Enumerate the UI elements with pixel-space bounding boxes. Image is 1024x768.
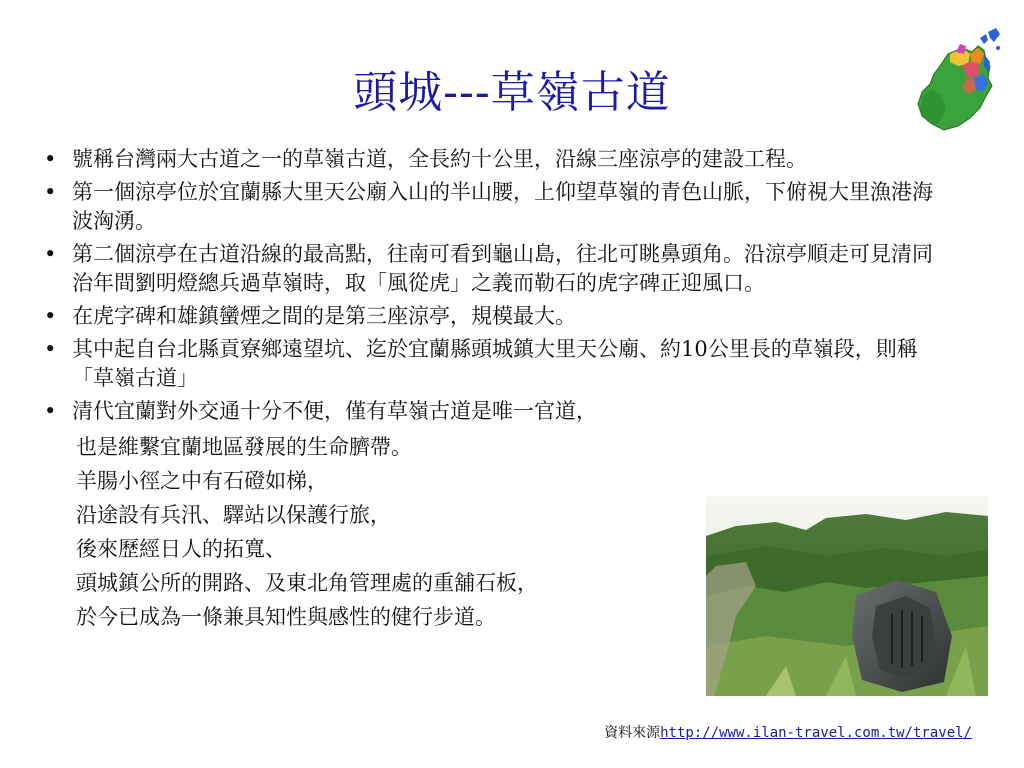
- bullet-marker: •: [44, 399, 57, 423]
- source-link[interactable]: http://www.ilan-travel.com.tw/travel/: [660, 725, 972, 741]
- trail-stele-photo: [706, 496, 988, 696]
- continuation-line-6: 於今已成為一條兼具知性與感性的健行步道。: [76, 605, 496, 629]
- bullet-text: 在虎字碑和雄鎮蠻煙之間的是第三座涼亭，規模最大。: [72, 304, 576, 328]
- bullet-item-6: [42, 397, 942, 426]
- bullet-item-2: [42, 178, 942, 236]
- bullet-item-3: [42, 240, 942, 298]
- taiwan-map-icon: [914, 26, 1002, 132]
- continuation-line-4: 後來歷經日人的拓寬、: [76, 537, 286, 561]
- bullet-marker: •: [44, 242, 57, 266]
- source-label: 資料來源: [604, 725, 661, 741]
- continuation-line-1: 也是維繫宜蘭地區發展的生命臍帶。: [76, 435, 412, 459]
- bullet-text: 第二個涼亭在古道沿線的最高點，往南可看到龜山島，往北可眺鼻頭角。沿涼亭順走可見清同治年間劉明燈總兵過草嶺時，取「風從虎」之義而勒石的虎字碑正迎風口。: [72, 242, 933, 295]
- bullet-marker: •: [44, 147, 57, 171]
- bullet-text: 清代宜蘭對外交通十分不便，僅有草嶺古道是唯一官道，: [72, 399, 597, 423]
- bullet-item-5: [42, 335, 942, 393]
- bullet-marker: •: [44, 180, 57, 204]
- bullet-item-1: [42, 145, 942, 174]
- bullet-text: 號稱台灣兩大古道之一的草嶺古道，全長約十公里，沿線三座涼亭的建設工程。: [72, 147, 807, 171]
- bullet-text: 第一個涼亭位於宜蘭縣大里天公廟入山的半山腰，上仰望草嶺的青色山脈，下俯視大里漁港海波洶湧。: [72, 180, 933, 233]
- continuation-line-2: 羊腸小徑之中有石磴如梯，: [76, 469, 328, 493]
- bullet-text: 其中起自台北縣貢寮鄉遠望坑、迄於宜蘭縣頭城鎮大里天公廟、約10公里長的草嶺段，則稱「草嶺古道」: [72, 337, 918, 390]
- slide-title: 頭城---草嶺古道: [353, 67, 671, 118]
- continuation-line-3: 沿途設有兵汛、驛站以保護行旅，: [76, 503, 391, 527]
- bullet-marker: •: [44, 337, 57, 361]
- bullet-marker: •: [44, 304, 57, 328]
- source-credit: [604, 722, 972, 742]
- continuation-line-5: 頭城鎮公所的開路、及東北角管理處的重舖石板，: [76, 571, 538, 595]
- bullet-item-4: [42, 302, 942, 331]
